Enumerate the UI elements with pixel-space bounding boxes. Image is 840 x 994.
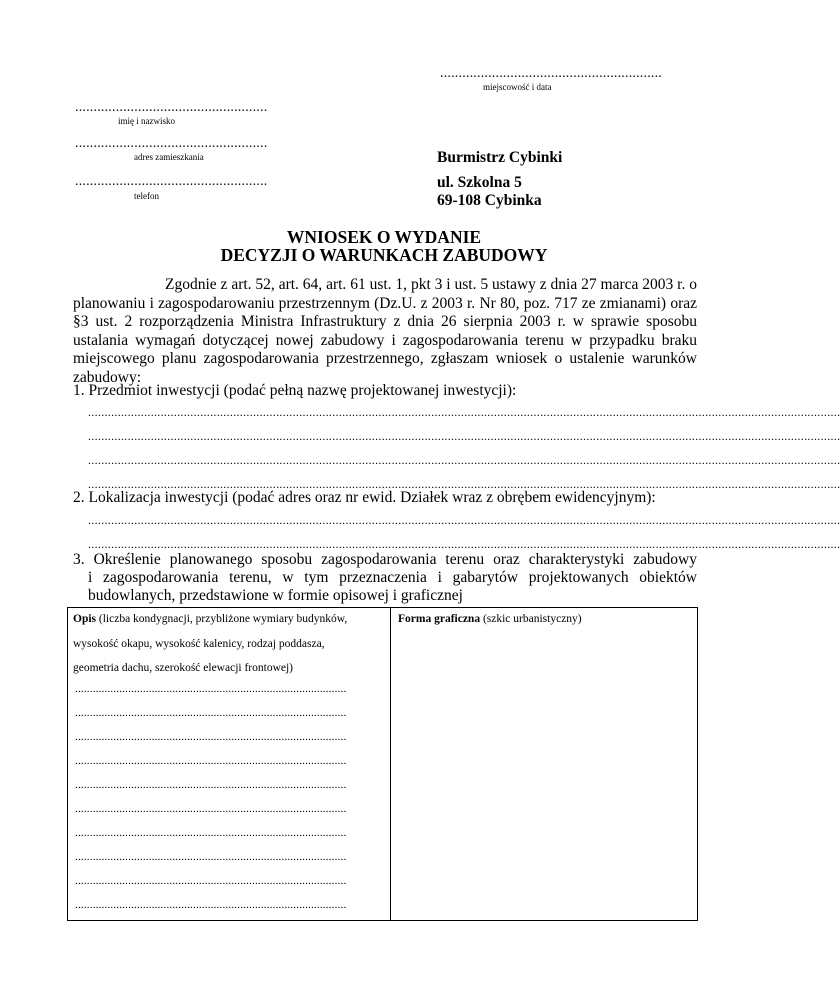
phone-field[interactable]: .................................................... — [75, 174, 268, 189]
section-1-line[interactable]: .................................................................................................................................................................................................................................... — [88, 453, 840, 467]
address-field[interactable]: .................................................... — [75, 136, 268, 151]
section-1-line[interactable]: .................................................................................................................................................................................................................................... — [88, 405, 840, 419]
place-date-field[interactable]: ............................................................ — [440, 66, 662, 81]
sketch-area[interactable] — [391, 630, 697, 920]
opis-line[interactable]: ............................................................................................ — [75, 827, 347, 839]
section-2-line[interactable]: .................................................................................................................................................................................................................................... — [88, 513, 840, 527]
forma-rest: (szkic urbanistyczny) — [480, 613, 582, 625]
opis-bold: Opis — [73, 613, 97, 625]
opis-line2: wysokość okapu, wysokość kalenicy, rodzaj poddasza, — [73, 638, 325, 650]
description-table — [67, 607, 698, 921]
opis-line[interactable]: ............................................................................................ — [75, 803, 347, 815]
forma-bold: Forma graficzna — [398, 613, 481, 625]
opis-line[interactable]: ............................................................................................ — [75, 875, 347, 887]
section-3-heading-line3: budowlanych, przedstawione w formie opisowej i graficznej — [88, 587, 463, 604]
name-label: imię i nazwisko — [118, 116, 175, 126]
opis-line3: geometria dachu, szerokość elewacji frontowej) — [73, 662, 293, 674]
forma-heading — [398, 613, 582, 625]
place-date-label: miejscowość i data — [483, 82, 552, 92]
section-2-heading: 2. Lokalizacja inwestycji (podać adres oraz nr ewid. Działek wraz z obrębem ewidencyjnym): — [73, 489, 656, 506]
opis-line[interactable]: ............................................................................................ — [75, 899, 347, 911]
opis-rest: (liczba kondygnacji, przybliżone wymiary budynków, — [96, 613, 348, 625]
address-label: adres zamieszkania — [134, 152, 204, 162]
recipient-city: 69-108 Cybinka — [437, 192, 542, 209]
opis-line[interactable]: ............................................................................................ — [75, 755, 347, 767]
section-1-heading: 1. Przedmiot inwestycji (podać pełną nazwę projektowanej inwestycji): — [73, 382, 517, 399]
section-3-heading-line2: i zagospodarowania terenu, w tym przeznaczenia i gabarytów projektowanych obiektów — [88, 569, 697, 586]
document-title-line2: DECYZJI O WARUNKACH ZABUDOWY — [220, 245, 548, 265]
section-1-line[interactable]: .................................................................................................................................................................................................................................... — [88, 477, 840, 491]
section-2-line[interactable]: .................................................................................................................................................................................................................................... — [88, 537, 840, 551]
opis-heading — [73, 613, 347, 625]
recipient-name: Burmistrz Cybinki — [437, 149, 563, 166]
opis-line[interactable]: ............................................................................................ — [75, 779, 347, 791]
opis-line[interactable]: ............................................................................................ — [75, 707, 347, 719]
intro-paragraph — [73, 276, 697, 387]
opis-line[interactable]: ............................................................................................ — [75, 851, 347, 863]
document-title-line1: WNIOSEK O WYDANIE — [286, 227, 482, 247]
name-field[interactable]: .................................................... — [75, 100, 268, 115]
recipient-street: ul. Szkolna 5 — [437, 174, 522, 191]
opis-line[interactable]: ............................................................................................ — [75, 683, 347, 695]
section-1-line[interactable]: .................................................................................................................................................................................................................................... — [88, 429, 840, 443]
intro-text: Zgodnie z art. 52, art. 64, art. 61 ust. 1, pkt 3 i ust. 5 ustawy z dnia 27 marca 2003 r. o planowaniu i zagospodarowaniu przestrzennym (Dz.U. z 2003 r. Nr 80, poz. 717 ze zmianami) oraz §3 ust. 2 rozporządzenia Ministra Infrastruktury z dnia 26 sierpnia 2003 r. w sprawie sposobu ustalania wymagań dotyczącej nowej zabudowy i zagospodarowania terenu w przypadku braku miejscowego planu zagospodarowania przestrzennego, zgłaszam wniosek o ustalenie warunków zabudowy: — [73, 276, 697, 386]
phone-label: telefon — [134, 191, 159, 201]
opis-line[interactable]: ............................................................................................ — [75, 731, 347, 743]
section-3-heading-line1: 3. Określenie planowanego sposobu zagospodarowania terenu oraz charakterystyki zabudowy — [73, 551, 697, 568]
